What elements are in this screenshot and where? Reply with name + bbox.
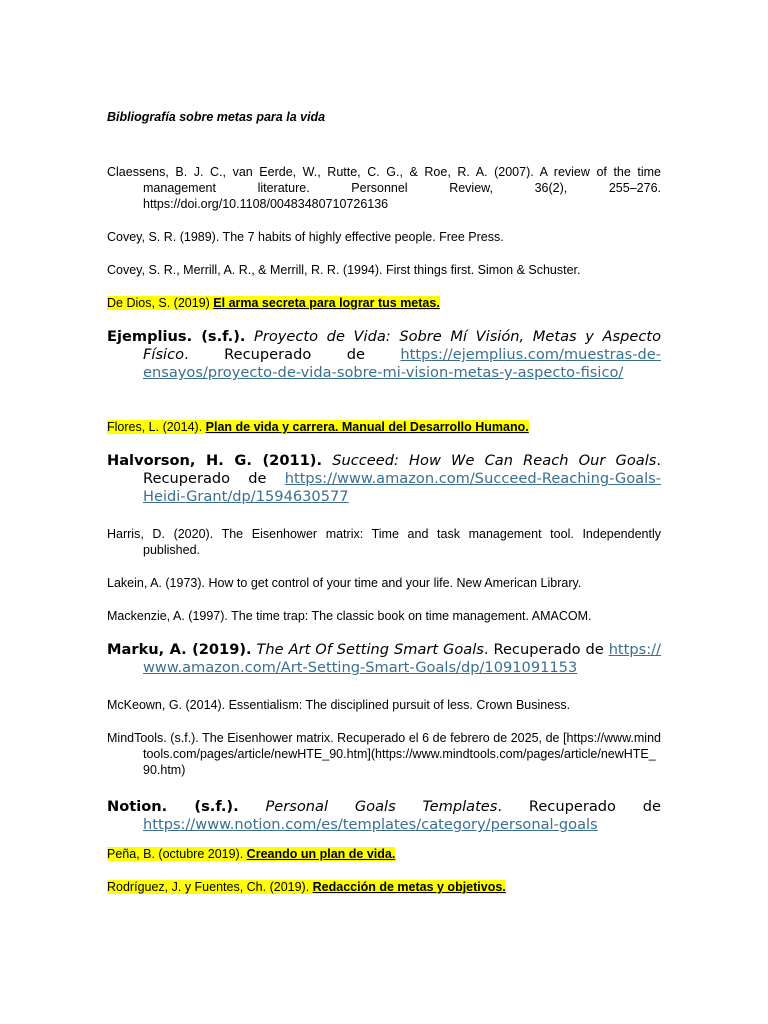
reference-flores xyxy=(107,419,661,435)
reference-claessens xyxy=(107,164,661,212)
reference-author: Ejemplius. (s.f.). xyxy=(107,328,246,345)
reference-author: Halvorson, H. G. (2011). xyxy=(107,452,323,469)
reference-retrieved: . Recuperado de xyxy=(143,452,661,487)
reference-rodriguez xyxy=(107,879,661,895)
reference-de-dios xyxy=(107,295,661,311)
page-title: Bibliografía sobre metas para la vida xyxy=(107,110,326,124)
reference-author: De Dios, S. (2019) xyxy=(107,296,214,310)
reference-url-link[interactable]: https://www.amazon.com/Art-Setting-Smart-Goals/dp/1091091153 xyxy=(143,641,661,676)
reference-url-link[interactable]: https://www.amazon.com/Succeed-Reaching-Goals-Heidi-Grant/dp/1594630577 xyxy=(143,470,661,505)
reference-retrieved: . Recuperado de xyxy=(497,798,662,815)
reference-pena xyxy=(107,846,661,862)
reference-lakein: Lakein, A. (1973). How to get control of your time and your life. New American Library. xyxy=(107,576,582,590)
reference-title: Redacción de metas y objetivos. xyxy=(312,880,506,894)
reference-title: El arma secreta para lograr tus metas. xyxy=(213,296,440,310)
reference-retrieved: . Recuperado de xyxy=(184,346,401,363)
reference-url-link[interactable]: https://ejemplius.com/muestras-de-ensayos/proyecto-de-vida-sobre-mi-vision-metas-y-aspecto-fisico/ xyxy=(143,346,661,381)
reference-mindtools: MindTools. (s.f.). The Eisenhower matrix. Recuperado el 6 de febrero de 2025, de [https://www.mindtools.com/pages/article/newHTE_90.htm](https://www.mindtools.com/pages/article/newHTE_90.htm) xyxy=(107,731,661,777)
reference-mckeown: McKeown, G. (2014). Essentialism: The disciplined pursuit of less. Crown Business. xyxy=(107,698,571,712)
reference-url-link[interactable]: https://www.notion.com/es/templates/category/personal-goals xyxy=(143,816,598,833)
reference-harris: Harris, D. (2020). The Eisenhower matrix: Time and task management tool. Independently published. xyxy=(107,527,661,557)
reference-marku xyxy=(107,641,661,677)
reference-mackenzie: Mackenzie, A. (1997). The time trap: The classic book on time management. AMACOM. xyxy=(107,609,592,623)
reference-title: Proyecto de Vida: Sobre Mí Visión, Metas y Aspecto Físico xyxy=(143,328,662,363)
reference-author: Marku, A. (2019). xyxy=(107,641,252,658)
reference-retrieved: . Recuperado de xyxy=(483,641,609,658)
reference-author: Rodríguez, J. y Fuentes, Ch. (2019). xyxy=(107,880,313,894)
reference-ejemplius xyxy=(107,328,661,382)
reference-text: Claessens, B. J. C., van Eerde, W., Rutte, C. G., & Roe, R. A. (2007). A review of the time management literature. Personnel Review, 36(2), 255–276. xyxy=(107,165,661,195)
reference-notion xyxy=(107,798,661,834)
reference-covey-1994: Covey, S. R., Merrill, A. R., & Merrill, R. R. (1994). First things first. Simon & Schuster. xyxy=(107,263,581,277)
reference-title: Creando un plan de vida. xyxy=(246,847,396,861)
reference-author: Notion. (s.f.). xyxy=(107,798,239,815)
reference-doi: https://doi.org/10.1108/00483480710726136 xyxy=(143,197,389,211)
reference-covey-1989: Covey, S. R. (1989). The 7 habits of highly effective people. Free Press. xyxy=(107,230,504,244)
reference-author: Peña, B. (octubre 2019). xyxy=(107,847,247,861)
reference-title: Plan de vida y carrera. Manual del Desarrollo Humano. xyxy=(205,420,529,434)
reference-title: Personal Goals Templates xyxy=(265,798,498,815)
reference-title: The Art Of Setting Smart Goals xyxy=(256,641,484,658)
reference-author: Flores, L. (2014). xyxy=(107,420,206,434)
reference-title: Succeed: How We Can Reach Our Goals xyxy=(332,452,657,469)
reference-halvorson xyxy=(107,452,661,506)
